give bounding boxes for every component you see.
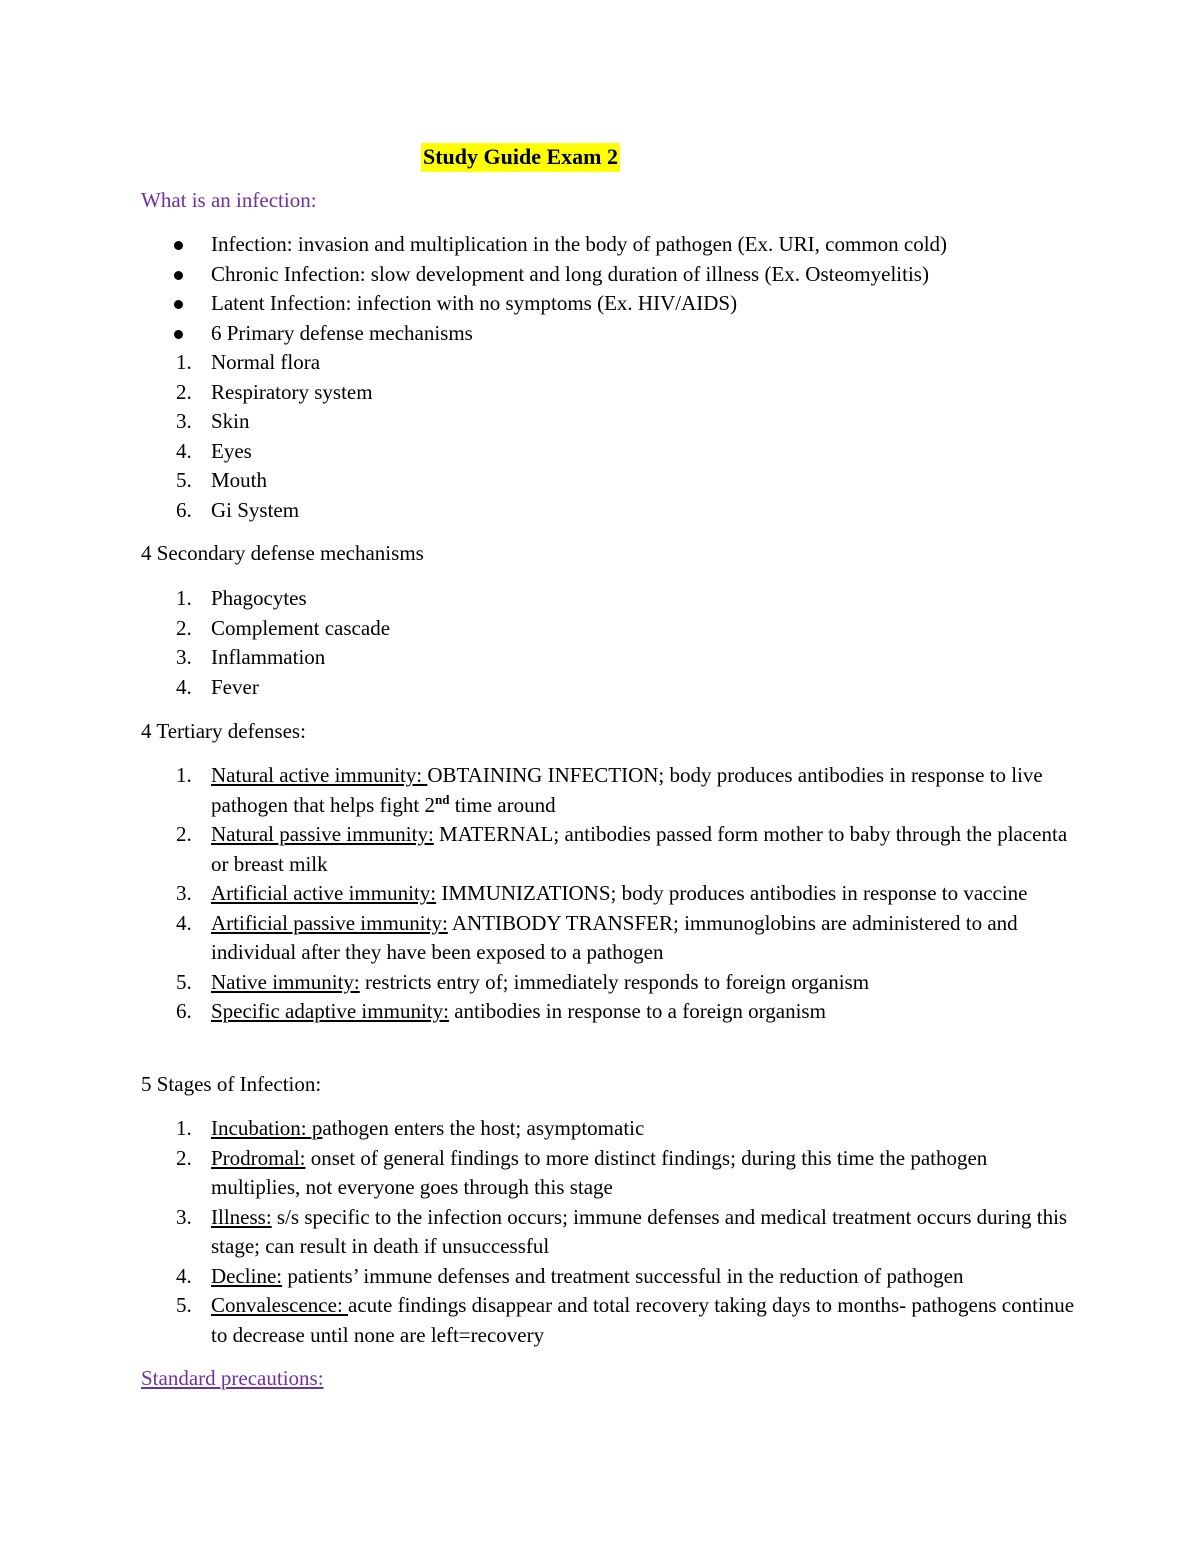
term-label: Convalescence:: [211, 1293, 349, 1317]
list-item: 5. Mouth: [176, 468, 268, 492]
list-item: 1. Incubation: pathogen enters the host; asymptomatic: [176, 1116, 645, 1140]
bullet-icon: [174, 330, 183, 339]
list-item: 3. Illness: s/s specific to the infection occurs; immune defenses and medical treatment occurs during this stage; can result in death if unsuccessful: [176, 1204, 1068, 1258]
list-item: Latent Infection: infection with no symptoms (Ex. HIV/AIDS): [141, 289, 1081, 319]
secondary-list: [141, 584, 1081, 702]
list-item: 2. Complement cascade: [176, 615, 391, 640]
list-item: 3. Inflammation: [176, 645, 326, 669]
standard-precautions-heading: Standard precautions:: [141, 1366, 324, 1390]
infection-heading: What is an infection:: [141, 188, 317, 212]
list-item: Infection: invasion and multiplication in the body of pathogen (Ex. URI, common cold): [141, 230, 1081, 260]
list-item: 6 Primary defense mechanisms: [141, 319, 1081, 349]
list-item: Chronic Infection: slow development and long duration of illness (Ex. Osteomyelitis): [141, 260, 1081, 290]
list-item: 2. Natural passive immunity: MATERNAL; antibodies passed form mother to baby through the placenta or breast milk: [176, 822, 1068, 876]
list-item: 4. Artificial passive immunity: ANTIBODY TRANSFER; immunoglobins are administered to and individual after they have been exposed to a pathogen: [176, 910, 1018, 964]
list-item: 5. Native immunity: restricts entry of; immediately responds to foreign organism: [176, 969, 870, 994]
list-item: 5. Convalescence: acute findings disappear and total recovery taking days to months- pathogens continue to decrease until none are left=recovery: [176, 1293, 1075, 1347]
bullet-icon: [174, 241, 183, 250]
page-title: Study Guide Exam 2: [421, 143, 620, 172]
secondary-heading: 4 Secondary defense mechanisms: [141, 541, 424, 565]
term-label: Specific adaptive immunity:: [211, 999, 449, 1023]
list-item: 2. Respiratory system: [176, 379, 373, 404]
term-label: Incubation: p: [211, 1116, 323, 1140]
stages-list: [141, 1114, 1081, 1350]
bullet-icon: [174, 271, 183, 280]
list-item: 4. Fever: [176, 674, 259, 699]
term-label: Native immunity:: [211, 969, 360, 994]
term-label: Artificial active immunity:: [211, 881, 437, 905]
term-label: Natural passive immunity:: [211, 822, 434, 846]
infection-list: [141, 230, 1081, 525]
bullet-icon: [174, 300, 183, 309]
list-item: 1. Normal flora: [176, 350, 321, 374]
list-item: 2. Prodromal: onset of general findings to more distinct findings; during this time the pathogen multiplies, not everyone goes through this stage: [176, 1145, 988, 1199]
list-item: 3. Skin: [176, 409, 250, 433]
list-item: 4. Eyes: [176, 438, 252, 463]
list-item: 1. Natural active immunity: OBTAINING INFECTION; body produces antibodies in response to live pathogen that helps fight 2nd time around: [176, 763, 1043, 817]
term-label: Prodromal:: [211, 1145, 306, 1170]
list-item: 1. Phagocytes: [176, 586, 307, 610]
tertiary-list: [141, 761, 1081, 1027]
tertiary-heading: 4 Tertiary defenses:: [141, 719, 306, 743]
stages-heading: 5 Stages of Infection:: [141, 1072, 322, 1096]
list-item: 6. Specific adaptive immunity: antibodies in response to a foreign organism: [176, 999, 826, 1023]
term-label: Decline:: [211, 1263, 283, 1288]
list-item: 4. Decline: patients’ immune defenses and treatment successful in the reduction of pathogen: [176, 1263, 964, 1288]
term-label: Illness:: [211, 1204, 272, 1229]
term-label: Artificial passive immunity:: [211, 910, 448, 935]
list-item: 3. Artificial active immunity: IMMUNIZATIONS; body produces antibodies in response to vaccine: [176, 881, 1028, 905]
list-item: 6. Gi System: [176, 497, 300, 522]
term-label: Natural active immunity:: [211, 763, 428, 787]
